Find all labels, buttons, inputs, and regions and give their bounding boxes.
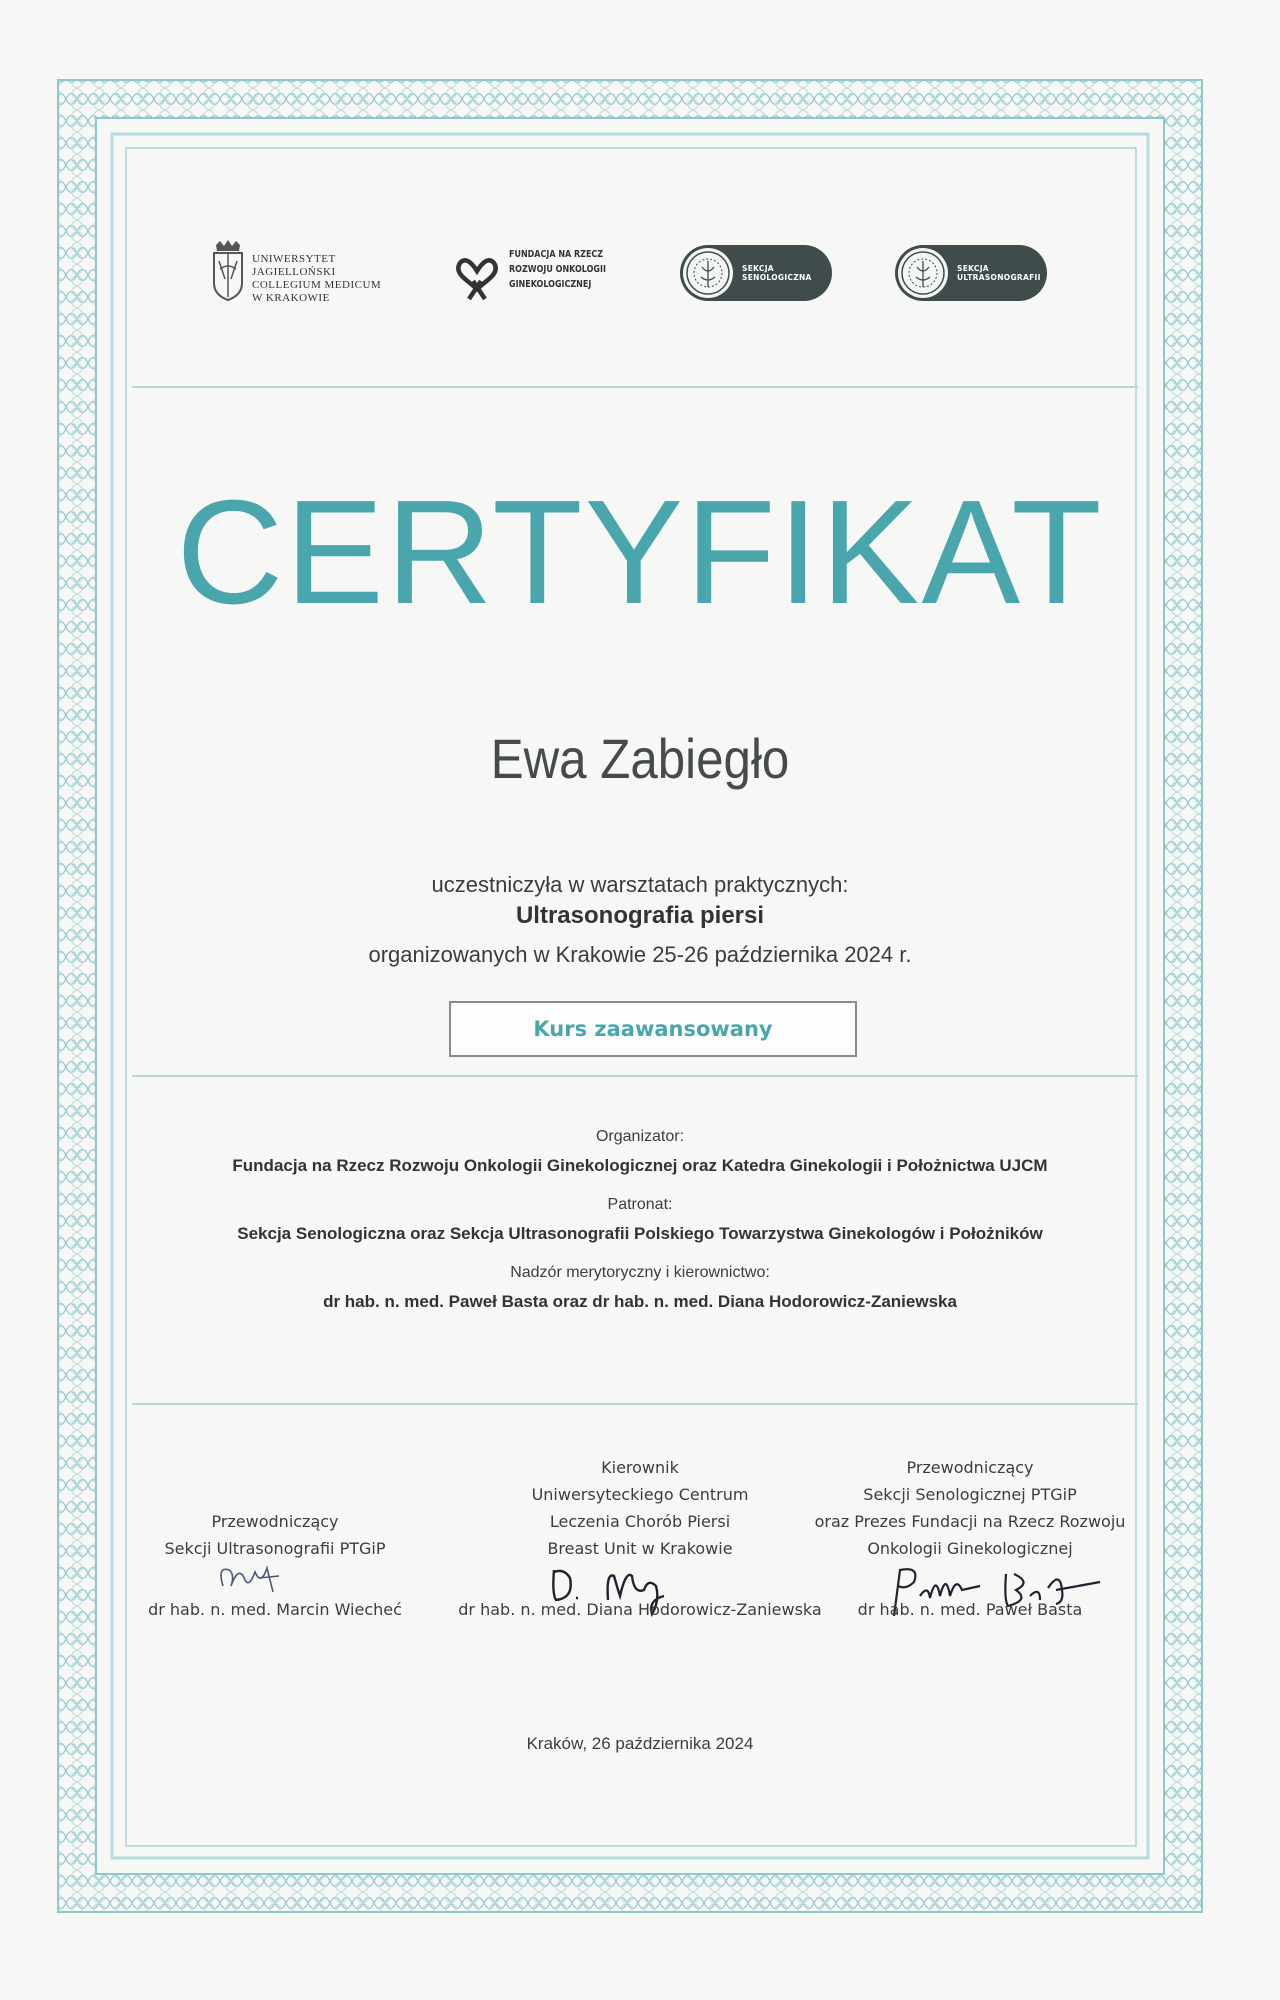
uj-name: UNIWERSYTET JAGIELLOŃSKI COLLEGIUM MEDICUM W KRAKOWIE: [252, 253, 382, 304]
patronage-label: Patronat:: [607, 1196, 673, 1213]
logo-uj: [210, 239, 420, 309]
divider-lower: [132, 1403, 1138, 1405]
recipient-name: Ewa Zabiegło: [490, 727, 790, 790]
seal-icon: [897, 247, 949, 299]
logo-sekcja-ultrasonografii: SEKCJA ULTRASONOGRAFII: [895, 245, 1047, 301]
logo-bar: [200, 235, 1080, 315]
signatory-name-2: dr hab. n. med. Diana Hodorowicz-Zaniewska: [458, 1600, 822, 1619]
heart-ribbon-icon: [455, 251, 499, 301]
signatory-role-1: Przewodniczący Sekcji Ultrasonografii PTGiP: [164, 1512, 386, 1558]
supervision-text: dr hab. n. med. Paweł Basta oraz dr hab. n. med. Diana Hodorowicz-Zaniewska: [323, 1292, 957, 1311]
logo-sekcja-senologiczna: SEKCJA SENOLOGICZNA: [680, 245, 832, 301]
signatory-role-3: Przewodniczący Sekcji Senologicznej PTGiP oraz Prezes Fundacji na Rzecz Rozwoju Onkologii Ginekologicznej: [814, 1458, 1126, 1558]
workshop-title: Ultrasonografia piersi: [515, 902, 765, 929]
patronage-text: Sekcja Senologiczna oraz Sekcja Ultrasonografii Polskiego Towarzystwa Ginekologów i Położników: [237, 1224, 1043, 1243]
logo-fundacja: [455, 241, 635, 311]
divider-top: [132, 386, 1138, 388]
divider-middle: [132, 1075, 1138, 1077]
organizer-label: Organizator:: [595, 1128, 685, 1145]
signature-basta: [880, 1560, 1120, 1630]
supervision-label: Nadzór merytoryczny i kierownictwo:: [510, 1264, 770, 1281]
organizer-text: Fundacja na Rzecz Rozwoju Onkologii Ginekologicznej oraz Katedra Ginekologii i Położnictwa UJCM: [232, 1156, 1048, 1175]
course-level-box: Kurs zaawansowany: [449, 1001, 857, 1057]
seal-icon: [682, 247, 734, 299]
signature-wiechec: [215, 1556, 285, 1606]
signatory-role-2: Kierownik Uniwersyteckiego Centrum Leczenia Chorób Piersi Breast Unit w Krakowie: [531, 1458, 749, 1558]
signatory-name-1: dr hab. n. med. Marcin Wiecheć: [148, 1600, 402, 1619]
place-date: Kraków, 26 października 2024: [526, 1734, 754, 1753]
certificate-title: CERTYFIKAT: [176, 470, 1104, 635]
crest-icon: [210, 239, 246, 301]
signatory-name-3: dr hab. n. med. Paweł Basta: [857, 1600, 1083, 1619]
participation-text: uczestniczyła w warsztatach praktycznych:: [431, 872, 849, 897]
fundacja-name: FUNDACJA NA RZECZ ROZWOJU ONKOLOGII GINEKOLOGICZNEJ: [509, 249, 606, 290]
workshop-place-date: organizowanych w Krakowie 25-26 października 2024 r.: [368, 942, 912, 967]
